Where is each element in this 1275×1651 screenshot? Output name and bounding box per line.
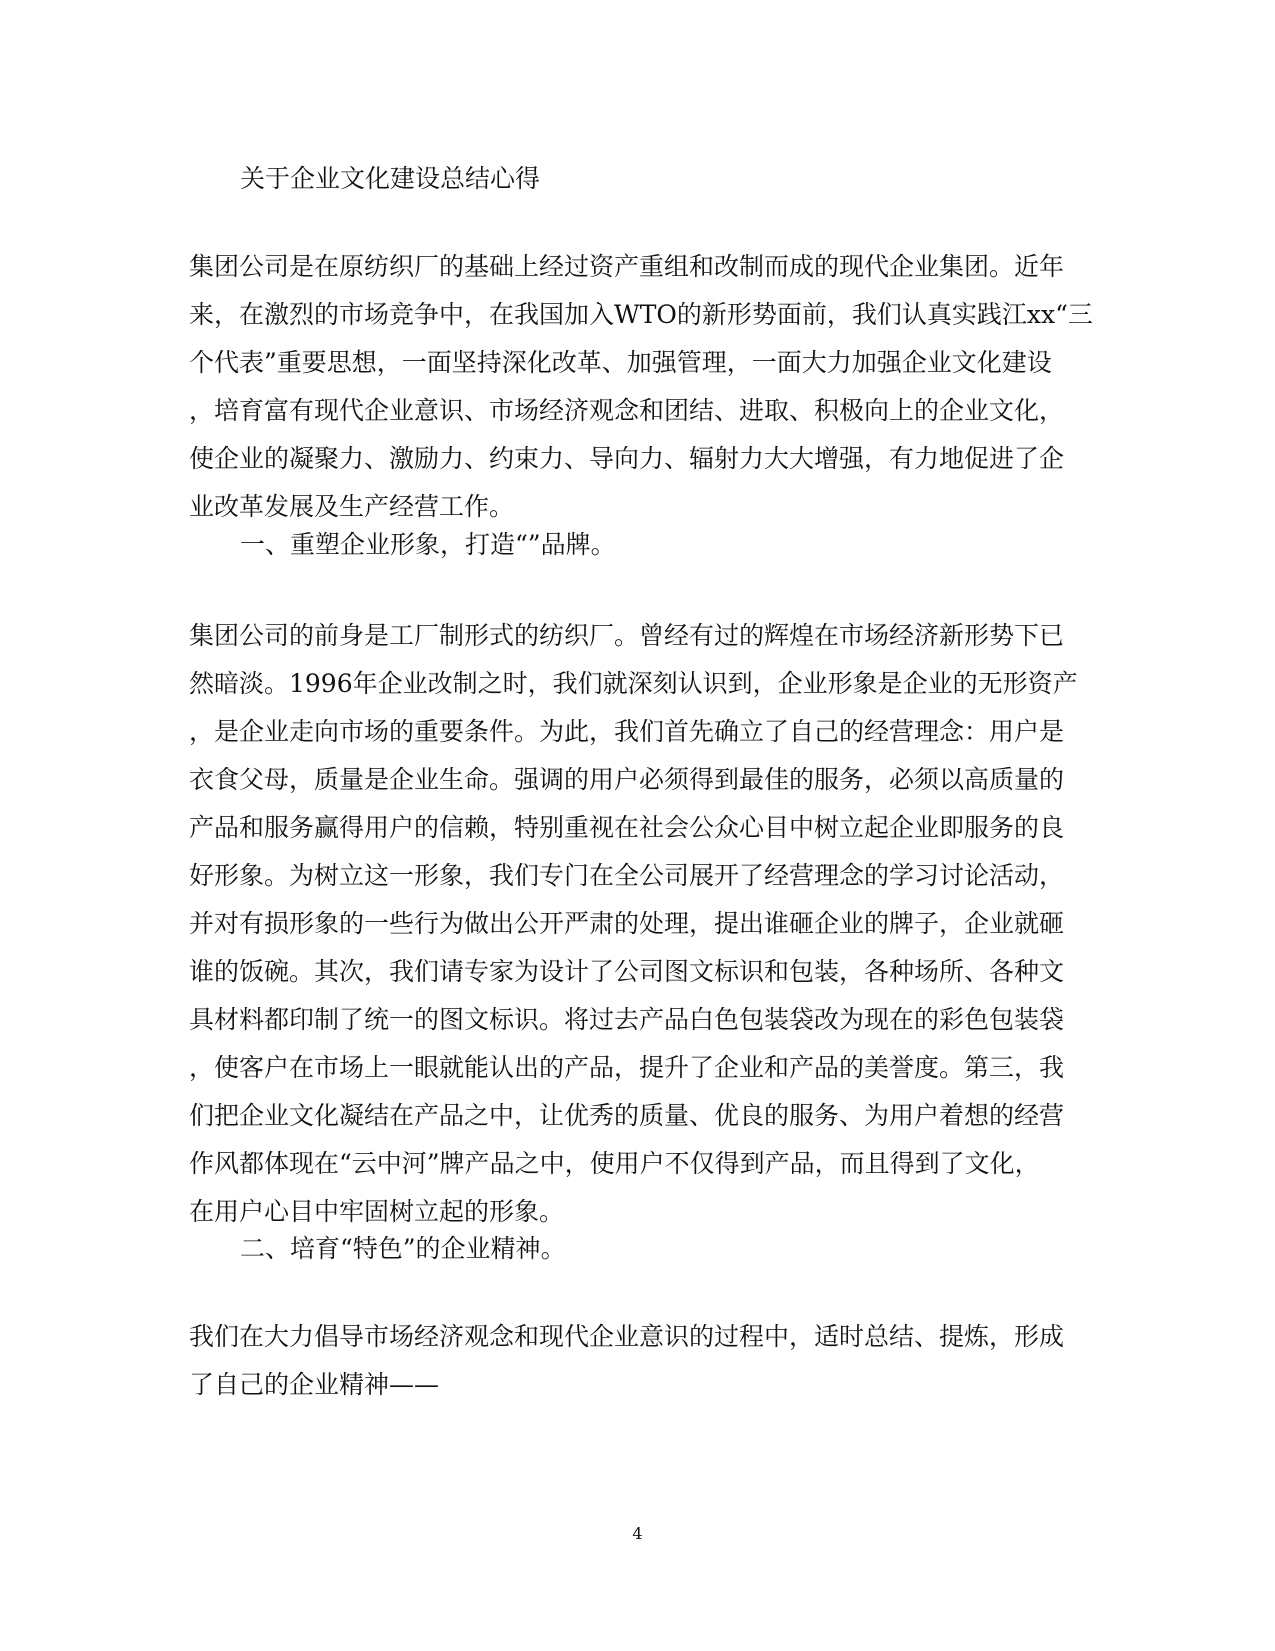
- paragraph-line: 们把企业文化凝结在产品之中，让优秀的质量、优良的服务、为用户着想的经营: [189, 1101, 1065, 1130]
- paragraph-section-2: [189, 1313, 1069, 1409]
- paragraph-line: 集团公司是在原纺织厂的基础上经过资产重组和改制而成的现代企业集团。近年: [189, 252, 1065, 281]
- section-heading-1: 一、重塑企业形象，打造“”品牌。: [240, 530, 616, 559]
- paragraph-line: 谁的饭碗。其次，我们请专家为设计了公司图文标识和包装，各种场所、各种文: [189, 957, 1065, 986]
- paragraph-line: 并对有损形象的一些行为做出公开严肃的处理，提出谁砸企业的牌子，企业就砸: [189, 909, 1065, 938]
- paragraph-section-1: [189, 612, 1078, 1236]
- paragraph-line: ，使客户在市场上一眼就能认出的产品，提升了企业和产品的美誉度。第三，我: [189, 1053, 1065, 1082]
- paragraph-line: 业改革发展及生产经营工作。: [189, 492, 515, 521]
- paragraph-line: ，是企业走向市场的重要条件。为此，我们首先确立了自己的经营理念：用户是: [189, 717, 1065, 746]
- paragraph-line: 集团公司的前身是工厂制形式的纺织厂。曾经有过的辉煌在市场经济新形势下已: [189, 621, 1065, 650]
- paragraph-line: ，培育富有现代企业意识、市场经济观念和团结、进取、积极向上的企业文化，: [189, 396, 1065, 425]
- paragraph-line: 来，在激烈的市场竞争中，在我国加入WTO的新形势面前，我们认真实践江xx“三: [189, 300, 1093, 329]
- paragraph-line: 衣食父母，质量是企业生命。强调的用户必须得到最佳的服务，必须以高质量的: [189, 765, 1065, 794]
- paragraph-line: 产品和服务赢得用户的信赖，特别重视在社会公众心目中树立起企业即服务的良: [189, 813, 1065, 842]
- paragraph-line: 在用户心目中牢固树立起的形象。: [189, 1197, 565, 1226]
- paragraph-line: 使企业的凝聚力、激励力、约束力、导向力、辐射力大大增强，有力地促进了企: [189, 444, 1065, 473]
- paragraph-line: 然暗淡。1996年企业改制之时，我们就深刻认识到，企业形象是企业的无形资产: [189, 669, 1078, 698]
- paragraph-line: 个代表”重要思想，一面坚持深化改革、加强管理，一面大力加强企业文化建设: [189, 348, 1052, 377]
- section-heading-2: 二、培育“特色”的企业精神。: [240, 1234, 566, 1263]
- page-number: 4: [632, 1524, 643, 1543]
- paragraph-line: 好形象。为树立这一形象，我们专门在全公司展开了经营理念的学习讨论活动，: [189, 861, 1065, 890]
- paragraph-line: 作风都体现在“云中河”牌产品之中，使用户不仅得到产品，而且得到了文化，: [189, 1149, 1040, 1178]
- paragraph-line: 具材料都印制了统一的图文标识。将过去产品白色包装袋改为现在的彩色包装袋: [189, 1005, 1065, 1034]
- paragraph-line: 了自己的企业精神——: [189, 1370, 440, 1399]
- document-title: 关于企业文化建设总结心得: [240, 164, 541, 193]
- paragraph-intro: [189, 243, 1093, 531]
- paragraph-line: 我们在大力倡导市场经济观念和现代企业意识的过程中，适时总结、提炼，形成: [189, 1322, 1065, 1351]
